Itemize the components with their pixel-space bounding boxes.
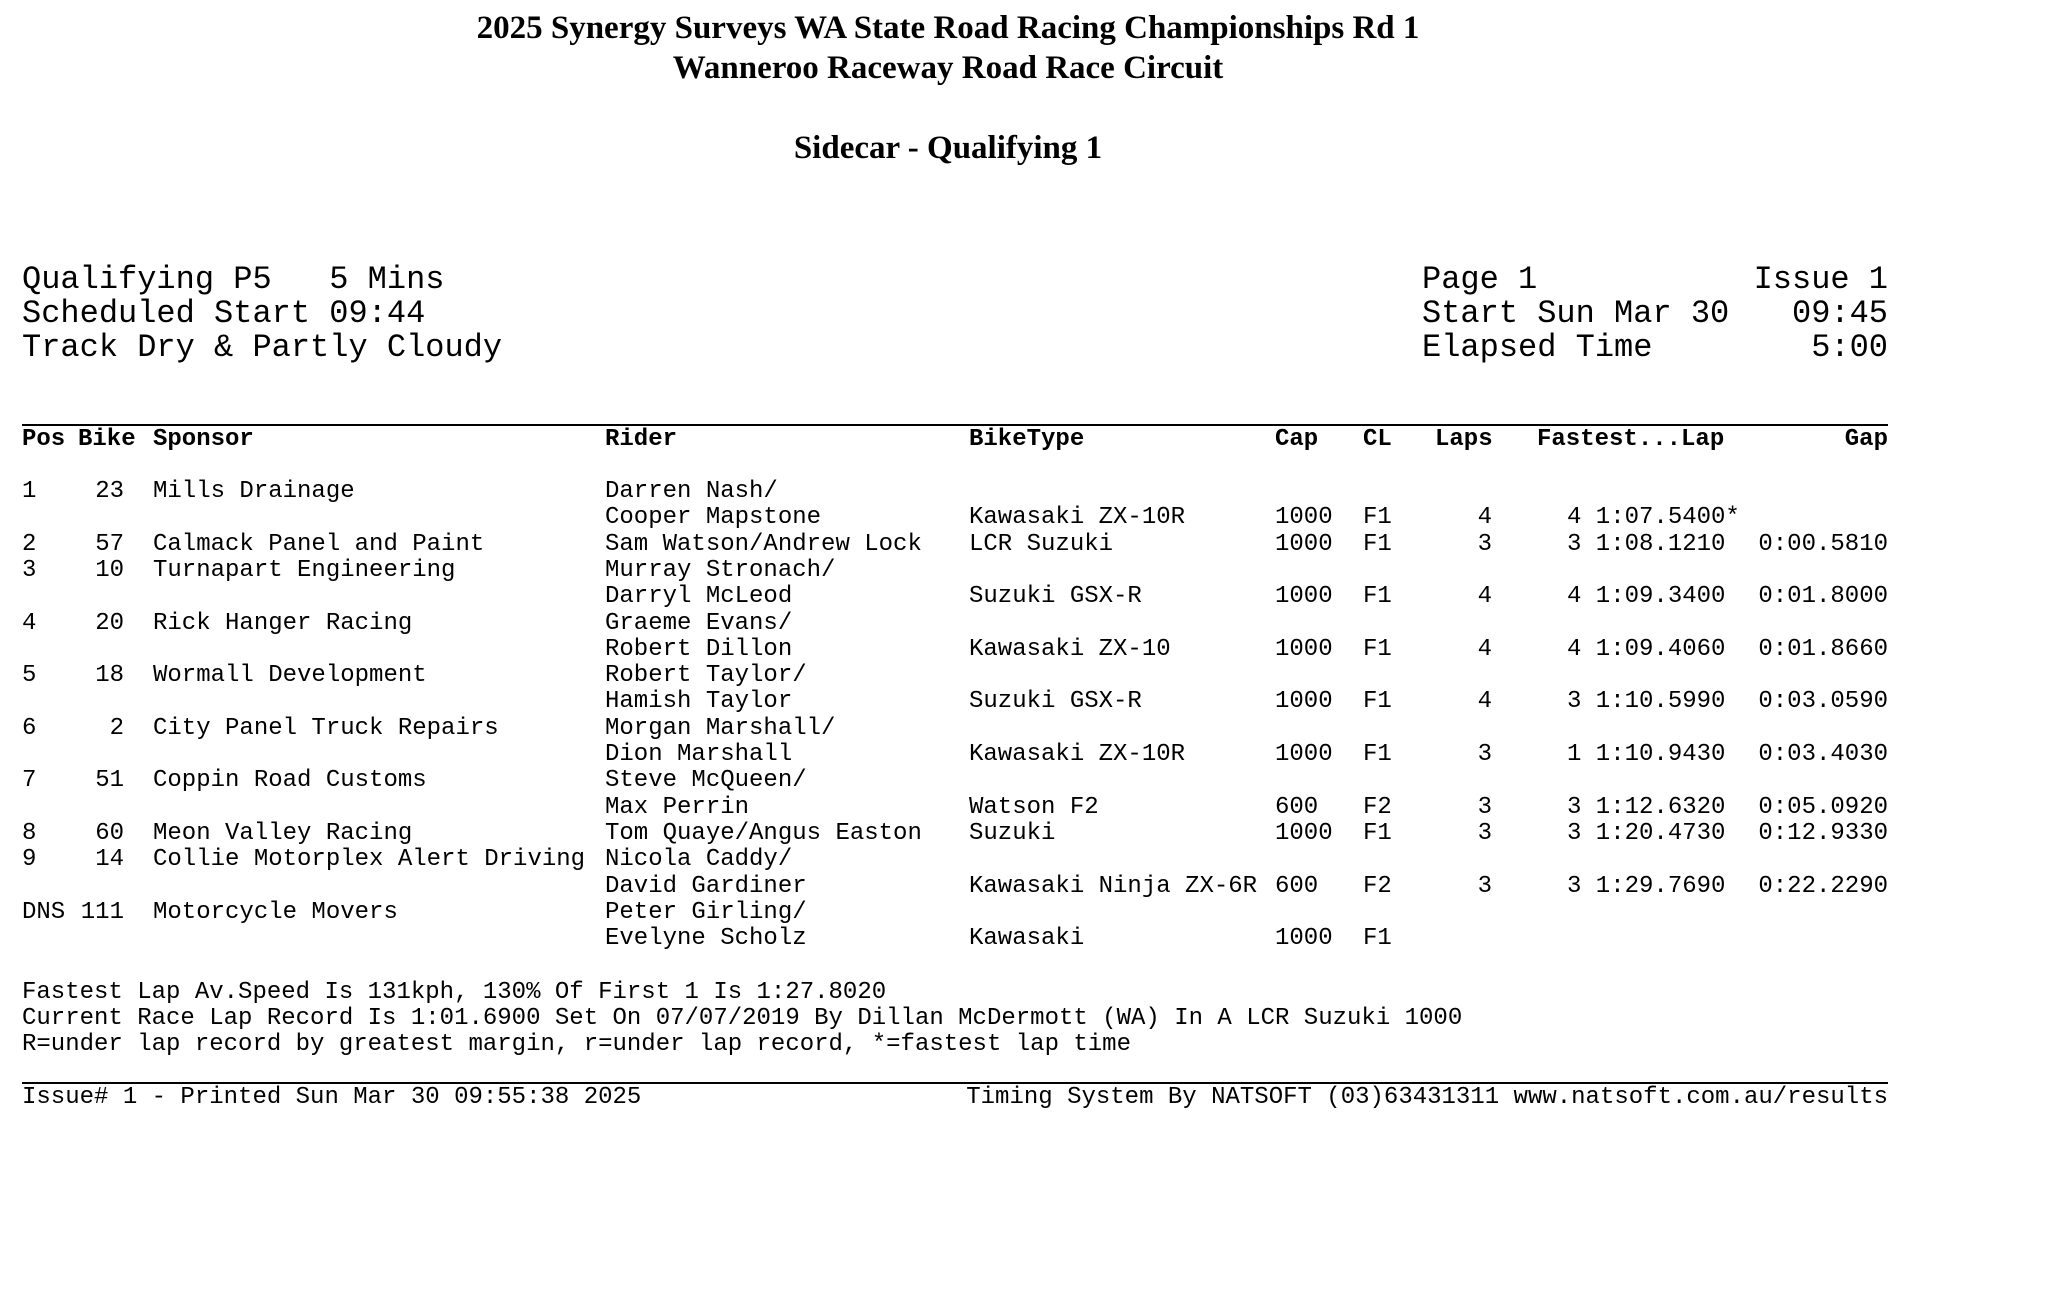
cell-cl: F1 bbox=[1363, 741, 1392, 768]
issue-number: Issue 1 bbox=[1753, 261, 1888, 298]
cell-laps: 3 bbox=[1477, 530, 1492, 558]
session-type: Qualifying P5 5 Mins bbox=[22, 261, 445, 298]
table-row bbox=[0, 505, 2048, 531]
results-table-header bbox=[0, 427, 2048, 453]
col-cap: Cap bbox=[1275, 426, 1319, 453]
cell-fastest-lap: 3 1:12.6320 bbox=[1567, 793, 1726, 821]
cell-pos: 2 bbox=[22, 530, 37, 558]
cell-cap: 1000 bbox=[1275, 741, 1333, 768]
cell-biketype: Suzuki GSX-R bbox=[969, 688, 1142, 716]
cell-gap: 0:01.8000 bbox=[1758, 583, 1888, 611]
table-row bbox=[0, 768, 2048, 794]
cell-sponsor: Wormall Development bbox=[153, 662, 427, 690]
table-row bbox=[0, 742, 2048, 768]
table-row bbox=[0, 611, 2048, 637]
cell-cap: 600 bbox=[1275, 872, 1319, 900]
cell-fastest-lap: 4 1:09.3400 bbox=[1567, 583, 1726, 611]
event-title: 2025 Synergy Surveys WA State Road Racing Championships Rd 1 bbox=[476, 10, 1420, 46]
event-venue: Wanneroo Raceway Road Race Circuit bbox=[672, 50, 1224, 86]
cell-biketype: Kawasaki Ninja ZX-6R bbox=[969, 872, 1258, 900]
cell-pos: DNS bbox=[22, 898, 66, 926]
cell-sponsor: Mills Drainage bbox=[153, 478, 355, 505]
cell-laps: 4 bbox=[1477, 688, 1492, 716]
fastest-lap-note: Fastest Lap Av.Speed Is 131kph, 130% Of First 1 Is 1:27.8020 bbox=[22, 979, 887, 1006]
cell-rider: Nicola Caddy/ bbox=[605, 846, 793, 874]
cell-bike: 2 bbox=[109, 714, 124, 742]
table-row bbox=[0, 847, 2048, 873]
session-title: Sidecar - Qualifying 1 bbox=[793, 130, 1103, 166]
cell-bike: 14 bbox=[95, 846, 124, 874]
cell-gap: 0:12.9330 bbox=[1758, 819, 1888, 847]
cell-rider: Sam Watson/Andrew Lock bbox=[605, 530, 922, 558]
legend-note: R=under lap record by greatest margin, r=under lap record, *=fastest lap time bbox=[22, 1031, 1131, 1058]
cell-biketype: Suzuki bbox=[969, 819, 1056, 847]
table-row bbox=[0, 821, 2048, 847]
cell-gap: 0:00.5810 bbox=[1758, 530, 1888, 558]
cell-cap: 1000 bbox=[1275, 925, 1333, 953]
col-sponsor: Sponsor bbox=[153, 426, 254, 453]
cell-fastest-lap: 4 1:09.4060 bbox=[1567, 635, 1726, 663]
cell-cap: 600 bbox=[1275, 793, 1319, 821]
table-row bbox=[0, 900, 2048, 926]
col-bike: Bike bbox=[78, 426, 136, 453]
cell-bike: 20 bbox=[95, 609, 124, 637]
cell-gap: 0:01.8660 bbox=[1758, 635, 1888, 663]
start-time: 09:45 bbox=[1791, 295, 1888, 332]
cell-rider: Dion Marshall bbox=[605, 741, 793, 768]
cell-fastest-lap: 4 1:07.5400* bbox=[1567, 504, 1740, 532]
cell-laps: 4 bbox=[1477, 583, 1492, 611]
cell-cl: F2 bbox=[1363, 872, 1392, 900]
scheduled-start: Scheduled Start 09:44 bbox=[22, 295, 426, 332]
col-laps: Laps bbox=[1435, 426, 1493, 453]
cell-fastest-lap: 3 1:29.7690 bbox=[1567, 872, 1726, 900]
cell-rider: Hamish Taylor bbox=[605, 688, 793, 716]
cell-rider: Cooper Mapstone bbox=[605, 504, 822, 532]
cell-gap: 0:03.0590 bbox=[1758, 688, 1888, 716]
cell-cap: 1000 bbox=[1275, 688, 1333, 716]
cell-cl: F1 bbox=[1363, 504, 1392, 532]
cell-laps: 3 bbox=[1477, 741, 1492, 768]
cell-bike: 60 bbox=[95, 819, 124, 847]
cell-fastest-lap: 3 1:10.5990 bbox=[1567, 688, 1726, 716]
cell-rider: Darren Nash/ bbox=[605, 478, 778, 505]
cell-cl: F1 bbox=[1363, 583, 1392, 611]
cell-cl: F1 bbox=[1363, 819, 1392, 847]
cell-rider: David Gardiner bbox=[605, 872, 807, 900]
table-row bbox=[0, 532, 2048, 558]
cell-bike: 111 bbox=[80, 898, 124, 926]
cell-rider: Darryl McLeod bbox=[605, 583, 793, 611]
cell-rider: Peter Girling/ bbox=[605, 898, 807, 926]
cell-rider: Graeme Evans/ bbox=[605, 609, 793, 637]
cell-pos: 6 bbox=[22, 714, 37, 742]
cell-sponsor: City Panel Truck Repairs bbox=[153, 714, 499, 742]
page-number: Page 1 bbox=[1422, 261, 1538, 298]
cell-sponsor: Rick Hanger Racing bbox=[153, 609, 413, 637]
cell-cl: F1 bbox=[1363, 530, 1392, 558]
cell-rider: Robert Taylor/ bbox=[605, 662, 807, 690]
lap-record-note: Current Race Lap Record Is 1:01.6900 Set On 07/07/2019 By Dillan McDermott (WA) In A LCR Suzuki 1000 bbox=[22, 1005, 1463, 1032]
cell-bike: 18 bbox=[95, 662, 124, 690]
print-info: Issue# 1 - Printed Sun Mar 30 09:55:38 2025 bbox=[22, 1084, 642, 1111]
table-row bbox=[0, 584, 2048, 610]
cell-cap: 1000 bbox=[1275, 504, 1333, 532]
table-row bbox=[0, 926, 2048, 952]
col-gap: Gap bbox=[1844, 426, 1888, 453]
cell-pos: 8 bbox=[22, 819, 37, 847]
cell-biketype: Kawasaki ZX-10R bbox=[969, 741, 1186, 768]
cell-fastest-lap: 3 1:08.1210 bbox=[1567, 530, 1726, 558]
cell-sponsor: Motorcycle Movers bbox=[153, 898, 398, 926]
elapsed-time: 5:00 bbox=[1811, 329, 1888, 366]
cell-cl: F1 bbox=[1363, 925, 1392, 953]
cell-cap: 1000 bbox=[1275, 583, 1333, 611]
cell-sponsor: Calmack Panel and Paint bbox=[153, 530, 485, 558]
cell-rider: Morgan Marshall/ bbox=[605, 714, 836, 742]
cell-bike: 51 bbox=[95, 767, 124, 795]
elapsed-time-label: Elapsed Time bbox=[1422, 329, 1653, 366]
cell-rider: Murray Stronach/ bbox=[605, 556, 836, 584]
cell-cl: F1 bbox=[1363, 688, 1392, 716]
cell-bike: 57 bbox=[95, 530, 124, 558]
cell-bike: 10 bbox=[95, 556, 124, 584]
cell-fastest-lap: 1 1:10.9430 bbox=[1567, 741, 1726, 768]
cell-gap: 0:03.4030 bbox=[1758, 741, 1888, 768]
cell-cl: F2 bbox=[1363, 793, 1392, 821]
table-row bbox=[0, 558, 2048, 584]
cell-cap: 1000 bbox=[1275, 530, 1333, 558]
cell-cl: F1 bbox=[1363, 635, 1392, 663]
table-row bbox=[0, 479, 2048, 505]
cell-pos: 3 bbox=[22, 556, 37, 584]
cell-biketype: Kawasaki bbox=[969, 925, 1085, 953]
cell-laps: 4 bbox=[1477, 504, 1492, 532]
cell-sponsor: Coppin Road Customs bbox=[153, 767, 427, 795]
track-condition: Track Dry & Partly Cloudy bbox=[22, 329, 503, 366]
cell-pos: 4 bbox=[22, 609, 37, 637]
cell-rider: Steve McQueen/ bbox=[605, 767, 807, 795]
cell-pos: 9 bbox=[22, 846, 37, 874]
table-row bbox=[0, 663, 2048, 689]
table-row bbox=[0, 716, 2048, 742]
cell-laps: 3 bbox=[1477, 793, 1492, 821]
cell-rider: Robert Dillon bbox=[605, 635, 793, 663]
cell-sponsor: Turnapart Engineering bbox=[153, 556, 456, 584]
cell-pos: 1 bbox=[22, 478, 37, 505]
cell-pos: 7 bbox=[22, 767, 37, 795]
cell-fastest-lap: 3 1:20.4730 bbox=[1567, 819, 1726, 847]
cell-bike: 23 bbox=[95, 478, 124, 505]
cell-biketype: Suzuki GSX-R bbox=[969, 583, 1142, 611]
cell-biketype: Watson F2 bbox=[969, 793, 1099, 821]
cell-cap: 1000 bbox=[1275, 635, 1333, 663]
cell-rider: Max Perrin bbox=[605, 793, 750, 821]
table-row bbox=[0, 795, 2048, 821]
cell-biketype: Kawasaki ZX-10R bbox=[969, 504, 1186, 532]
cell-gap: 0:05.0920 bbox=[1758, 793, 1888, 821]
table-row bbox=[0, 874, 2048, 900]
cell-laps: 3 bbox=[1477, 872, 1492, 900]
table-row bbox=[0, 637, 2048, 663]
col-pos: Pos bbox=[22, 426, 66, 453]
col-rider: Rider bbox=[605, 426, 678, 453]
col-fastest-lap: Fastest...Lap bbox=[1537, 426, 1725, 453]
timing-credit: Timing System By NATSOFT (03)63431311 www.natsoft.com.au/results bbox=[966, 1084, 1888, 1111]
start-date: Start Sun Mar 30 bbox=[1422, 295, 1730, 332]
cell-pos: 5 bbox=[22, 662, 37, 690]
cell-rider: Evelyne Scholz bbox=[605, 925, 807, 953]
col-biketype: BikeType bbox=[969, 426, 1085, 453]
cell-sponsor: Collie Motorplex Alert Driving bbox=[153, 846, 586, 874]
cell-biketype: Kawasaki ZX-10 bbox=[969, 635, 1171, 663]
cell-laps: 3 bbox=[1477, 819, 1492, 847]
cell-laps: 4 bbox=[1477, 635, 1492, 663]
col-cl: CL bbox=[1363, 426, 1392, 453]
cell-biketype: LCR Suzuki bbox=[969, 530, 1114, 558]
cell-cap: 1000 bbox=[1275, 819, 1333, 847]
table-row bbox=[0, 689, 2048, 715]
cell-gap: 0:22.2290 bbox=[1758, 872, 1888, 900]
cell-rider: Tom Quaye/Angus Easton bbox=[605, 819, 922, 847]
cell-sponsor: Meon Valley Racing bbox=[153, 819, 413, 847]
